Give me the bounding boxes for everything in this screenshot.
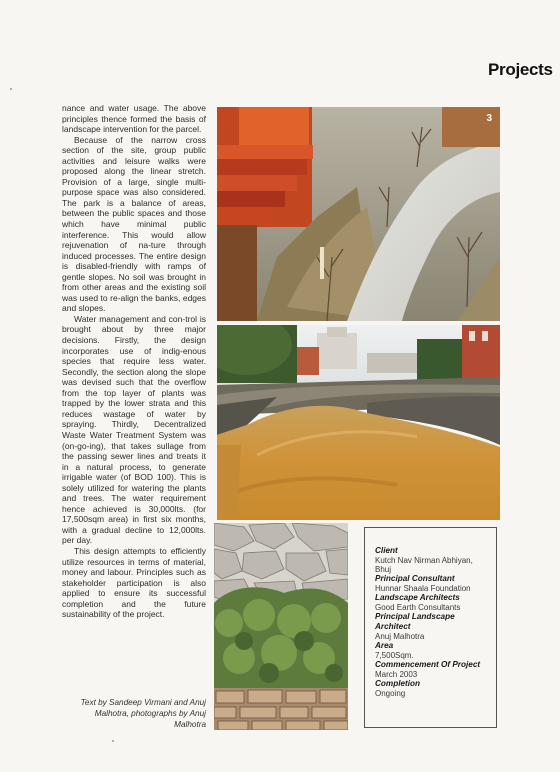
- stone-wall-planting-photo: [214, 523, 348, 730]
- info-label: Landscape Architects: [375, 593, 460, 603]
- photo-number: 3: [486, 113, 492, 124]
- info-item-client: [375, 546, 488, 574]
- info-item-landscape-architects: [375, 593, 488, 612]
- info-label: Principal Consultant: [375, 574, 455, 584]
- canal-photo: [217, 325, 500, 520]
- article-paragraph: Water management and con-trol is brought about by three major decisions. Firstly, the design incorporates use of indig-enous species that require less water. Secondly, the section along the slope was devised such that the overflow from the top layer of plants was trapped by the lower strata and this reduces wastage of water by spraying. Thirdly, Decentralized Waste Water Treatment System was (on-go-ing), that takes sullage from the passing sewer lines and treats it in a natural process, to generate irrigable water (of BOD 100). This is solely utilized for watering the plants and trees. The water requirement hence achieved is 30,000lts. (for 17,500sqm area) in first six months, with a gradual decline to 12,000lts. per day.: [62, 313, 206, 546]
- section-title: Projects: [488, 60, 553, 79]
- info-label: Principal Landscape Architect: [375, 612, 455, 631]
- info-value: Anuj Malhotra: [375, 631, 425, 641]
- info-value: 7,500Sqm.: [375, 650, 414, 660]
- info-label: Completion: [375, 679, 421, 688]
- info-label: Area: [375, 641, 394, 650]
- info-item-principal-landscape-architect: [375, 612, 488, 641]
- info-item-area: [375, 641, 488, 660]
- info-value: Kutch Nav Nirman Abhiyan, Bhuj: [375, 555, 473, 574]
- project-info-box: [364, 527, 497, 728]
- info-value: Good Earth Consultants: [375, 603, 461, 612]
- article-paragraph: Because of the narrow cross section of the site, group public activities and leisure walks were proposed along the linear stretch. Provision of a large, single multi-purpose space was also considered. The park is a balance of areas, between the public spaces and those which have minimal public interference. This would allow rejuvenation of na-ture through induced processes. The entire design is disabled-friendly with ramps of gentle slopes. No soil was brought in from other areas and the existing soil was used to re-align the banks, edges and slopes.: [62, 134, 206, 314]
- park-path-photo: [217, 107, 500, 321]
- article-paragraph: This design attempts to efficiently utilize resources in terms of material, money and labour. Principles such as stakeholder participation is also applied to ensure its successful completion and the future sustainability of the project.: [62, 545, 206, 620]
- article-body: [62, 103, 206, 620]
- info-item-principal-consultant: [375, 574, 488, 593]
- info-label: Commencement Of Project: [375, 660, 481, 669]
- article-paragraph: nance and water usage. The above principles thence formed the basis of landscape intervention for the parcel.: [62, 103, 206, 135]
- scan-speck: [112, 740, 114, 742]
- info-label: Client: [375, 546, 398, 555]
- info-value: Hunnar Shaala Foundation: [375, 584, 471, 593]
- info-value: March 2003: [375, 669, 418, 679]
- info-item-completion: [375, 679, 488, 698]
- scan-speck: [10, 88, 12, 90]
- photo-credit: Text by Sandeep Virmani and Anuj Malhotra, photographs by Anuj Malhotra: [80, 698, 206, 729]
- info-value: Ongoing: [375, 688, 406, 698]
- info-item-commencement: [375, 660, 488, 679]
